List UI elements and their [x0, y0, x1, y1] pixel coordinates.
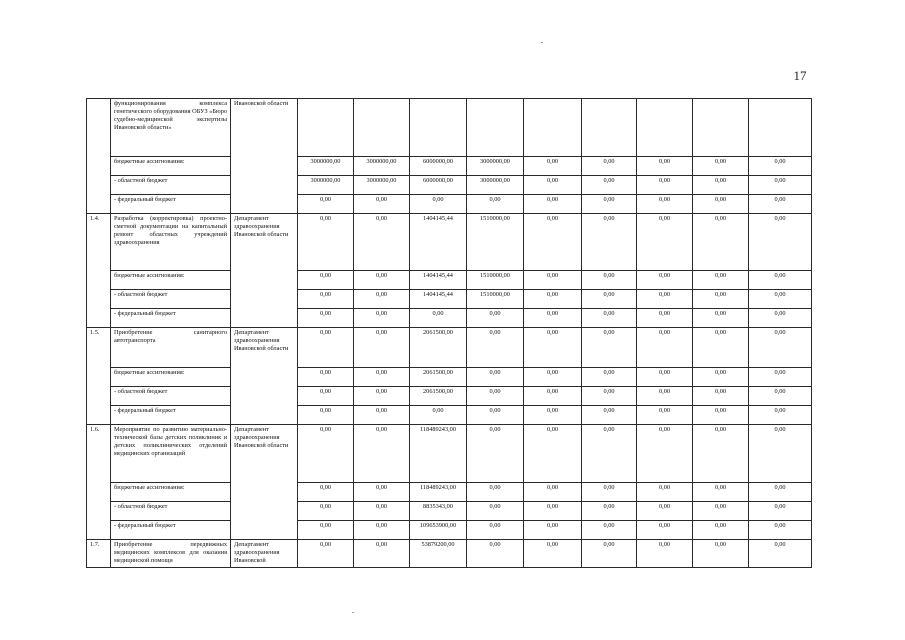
value-cell: 0,00 — [693, 290, 749, 309]
row-number: 1.6. — [87, 425, 111, 540]
funding-label: - федеральный бюджет — [111, 406, 231, 425]
value-cell: 0,00 — [298, 425, 354, 483]
value-cell: 0,00 — [693, 368, 749, 387]
value-cell: 0,00 — [298, 290, 354, 309]
value-cell — [693, 99, 749, 157]
executor-cell: Департамент здравоохранения Ивановской области — [231, 328, 298, 425]
table-subrow — [87, 483, 812, 502]
value-cell: 1510000,00 — [467, 271, 524, 290]
value-cell: 0,00 — [524, 195, 582, 214]
funding-label: - областной бюджет — [111, 502, 231, 521]
scan-speck — [541, 42, 543, 43]
value-cell: 0,00 — [637, 425, 693, 483]
value-cell: 0,00 — [637, 387, 693, 406]
value-cell: 0,00 — [582, 290, 637, 309]
value-cell: 0,00 — [298, 483, 354, 502]
value-cell: 0,00 — [524, 387, 582, 406]
value-cell: 0,00 — [467, 425, 524, 483]
table-subrow — [87, 157, 812, 176]
value-cell: 0,00 — [354, 214, 410, 271]
value-cell: 6000000,00 — [410, 157, 467, 176]
value-cell: 0,00 — [693, 502, 749, 521]
value-cell: 0,00 — [467, 387, 524, 406]
table-subrow — [87, 195, 812, 214]
value-cell: 3000000,00 — [298, 157, 354, 176]
value-cell: 0,00 — [524, 502, 582, 521]
value-cell: 0,00 — [582, 483, 637, 502]
value-cell: 0,00 — [582, 368, 637, 387]
value-cell: 0,00 — [637, 368, 693, 387]
table-row — [87, 328, 812, 368]
value-cell: 0,00 — [298, 214, 354, 271]
value-cell: 0,00 — [467, 309, 524, 328]
value-cell: 0,00 — [354, 309, 410, 328]
value-cell: 0,00 — [467, 540, 524, 568]
value-cell: 0,00 — [354, 271, 410, 290]
value-cell: 0,00 — [582, 387, 637, 406]
value-cell: 0,00 — [524, 406, 582, 425]
row-number: 1.4. — [87, 214, 111, 328]
executor-cell: Департамент здравоохранения Ивановской области — [231, 425, 298, 540]
value-cell: 0,00 — [582, 271, 637, 290]
value-cell: 0,00 — [693, 483, 749, 502]
measure-name: Разработка (корректировка) проектно-сметной документации на капитальный ремонт областных учреждений здравоохранения — [111, 214, 231, 271]
scan-speck — [352, 612, 354, 613]
value-cell: 0,00 — [582, 521, 637, 540]
value-cell: 0,00 — [467, 406, 524, 425]
value-cell: 0,00 — [582, 502, 637, 521]
value-cell: 3000000,00 — [467, 157, 524, 176]
value-cell: 0,00 — [298, 271, 354, 290]
value-cell: 0,00 — [354, 502, 410, 521]
value-cell: 118489243,00 — [410, 483, 467, 502]
value-cell: 0,00 — [693, 214, 749, 271]
value-cell: 0,00 — [524, 328, 582, 368]
funding-label: - федеральный бюджет — [111, 309, 231, 328]
value-cell: 0,00 — [410, 406, 467, 425]
value-cell — [467, 99, 524, 157]
value-cell: 0,00 — [467, 195, 524, 214]
value-cell: 1404145,44 — [410, 290, 467, 309]
value-cell: 0,00 — [298, 368, 354, 387]
table-subrow — [87, 521, 812, 540]
value-cell: 0,00 — [354, 406, 410, 425]
value-cell: 0,00 — [354, 195, 410, 214]
value-cell: 0,00 — [693, 157, 749, 176]
value-cell: 0,00 — [467, 328, 524, 368]
value-cell: 0,00 — [582, 195, 637, 214]
value-cell: 0,00 — [354, 425, 410, 483]
value-cell: 0,00 — [693, 176, 749, 195]
value-cell: 3000000,00 — [354, 157, 410, 176]
funding-label: - областной бюджет — [111, 176, 231, 195]
funding-label: бюджетные ассигнования: — [111, 157, 231, 176]
table-row — [87, 214, 812, 271]
value-cell: 2061500,00 — [410, 387, 467, 406]
row-number — [87, 99, 111, 214]
value-cell: 0,00 — [637, 195, 693, 214]
funding-label: бюджетные ассигнования: — [111, 271, 231, 290]
value-cell: 0,00 — [693, 540, 749, 568]
value-cell: 0,00 — [637, 328, 693, 368]
row-number: 1.5. — [87, 328, 111, 425]
value-cell — [749, 99, 812, 157]
value-cell: 0,00 — [582, 214, 637, 271]
page-number: 17 — [793, 68, 807, 83]
value-cell: 0,00 — [693, 195, 749, 214]
value-cell: 0,00 — [693, 425, 749, 483]
value-cell: 0,00 — [354, 483, 410, 502]
value-cell: 0,00 — [749, 328, 812, 368]
value-cell: 0,00 — [749, 521, 812, 540]
value-cell: 0,00 — [582, 157, 637, 176]
value-cell: 0,00 — [582, 406, 637, 425]
value-cell: 0,00 — [749, 368, 812, 387]
executor-cell: Департамент здравоохранения Ивановской области — [231, 214, 298, 328]
value-cell: 0,00 — [524, 157, 582, 176]
value-cell: 0,00 — [749, 195, 812, 214]
value-cell: 0,00 — [637, 271, 693, 290]
value-cell: 0,00 — [298, 309, 354, 328]
value-cell: 0,00 — [582, 425, 637, 483]
value-cell: 0,00 — [467, 521, 524, 540]
value-cell: 0,00 — [749, 309, 812, 328]
value-cell: 0,00 — [298, 540, 354, 568]
table-subrow — [87, 176, 812, 195]
value-cell: 0,00 — [749, 271, 812, 290]
funding-label: - федеральный бюджет — [111, 195, 231, 214]
table-subrow — [87, 309, 812, 328]
value-cell: 0,00 — [749, 157, 812, 176]
value-cell: 0,00 — [693, 328, 749, 368]
measure-name: Приобретение передвижных медицинских комплексов для оказания медицинской помощи — [111, 540, 231, 568]
value-cell: 0,00 — [637, 502, 693, 521]
measure-name: Приобретение санитарного автотранспорта — [111, 328, 231, 368]
funding-label: бюджетные ассигнования: — [111, 368, 231, 387]
value-cell: 0,00 — [524, 368, 582, 387]
value-cell: 6000000,00 — [410, 176, 467, 195]
table-body — [87, 99, 812, 568]
value-cell: 0,00 — [354, 540, 410, 568]
value-cell: 0,00 — [637, 157, 693, 176]
value-cell: 0,00 — [354, 387, 410, 406]
table-subrow — [87, 368, 812, 387]
funding-label: - федеральный бюджет — [111, 521, 231, 540]
table-subrow — [87, 271, 812, 290]
value-cell: 0,00 — [410, 195, 467, 214]
executor-cell: Департамент здравоохранения Ивановской — [231, 540, 298, 568]
executor-cell: Ивановской области — [231, 99, 298, 214]
table-subrow — [87, 290, 812, 309]
value-cell: 0,00 — [524, 271, 582, 290]
value-cell: 0,00 — [524, 214, 582, 271]
value-cell: 1510000,00 — [467, 214, 524, 271]
value-cell: 0,00 — [749, 425, 812, 483]
value-cell: 0,00 — [354, 368, 410, 387]
value-cell: 0,00 — [749, 290, 812, 309]
measure-name: функционирования комплекса генетического оборудования ОБУЗ «Бюро судебно-медицинской экспертизы Ивановской области» — [111, 99, 231, 157]
value-cell: 3000000,00 — [298, 176, 354, 195]
value-cell: 0,00 — [524, 483, 582, 502]
funding-label: бюджетные ассигнования: — [111, 483, 231, 502]
value-cell: 1510000,00 — [467, 290, 524, 309]
value-cell: 0,00 — [693, 406, 749, 425]
value-cell: 109653900,00 — [410, 521, 467, 540]
value-cell: 0,00 — [637, 540, 693, 568]
value-cell: 53879200,00 — [410, 540, 467, 568]
value-cell: 0,00 — [637, 290, 693, 309]
value-cell: 0,00 — [298, 387, 354, 406]
value-cell: 0,00 — [298, 521, 354, 540]
value-cell: 0,00 — [693, 521, 749, 540]
value-cell: 118489243,00 — [410, 425, 467, 483]
value-cell: 0,00 — [524, 309, 582, 328]
measure-name: Мероприятие по развитию материально-технической базы детских поликлиник и детских поликлинических отделений медицинских организаций — [111, 425, 231, 483]
value-cell — [637, 99, 693, 157]
value-cell: 0,00 — [749, 406, 812, 425]
value-cell: 0,00 — [637, 214, 693, 271]
table-row — [87, 99, 812, 157]
value-cell: 0,00 — [749, 214, 812, 271]
value-cell: 0,00 — [637, 309, 693, 328]
table-subrow — [87, 387, 812, 406]
value-cell: 0,00 — [637, 521, 693, 540]
value-cell: 2061500,00 — [410, 368, 467, 387]
value-cell: 0,00 — [693, 271, 749, 290]
value-cell: 0,00 — [693, 309, 749, 328]
value-cell: 0,00 — [637, 176, 693, 195]
value-cell: 0,00 — [749, 176, 812, 195]
value-cell: 0,00 — [582, 309, 637, 328]
funding-label: - областной бюджет — [111, 387, 231, 406]
table-subrow — [87, 502, 812, 521]
value-cell: 0,00 — [524, 521, 582, 540]
value-cell: 0,00 — [410, 309, 467, 328]
budget-table — [86, 98, 812, 568]
value-cell — [582, 99, 637, 157]
value-cell: 0,00 — [524, 290, 582, 309]
value-cell: 0,00 — [582, 328, 637, 368]
value-cell: 0,00 — [749, 387, 812, 406]
value-cell: 0,00 — [298, 406, 354, 425]
value-cell: 0,00 — [693, 387, 749, 406]
value-cell: 0,00 — [637, 483, 693, 502]
value-cell: 2061500,00 — [410, 328, 467, 368]
table-subrow — [87, 406, 812, 425]
value-cell: 0,00 — [354, 521, 410, 540]
value-cell: 8835343,00 — [410, 502, 467, 521]
value-cell: 0,00 — [749, 483, 812, 502]
value-cell: 0,00 — [298, 502, 354, 521]
value-cell: 0,00 — [298, 328, 354, 368]
value-cell — [298, 99, 354, 157]
value-cell: 0,00 — [354, 290, 410, 309]
value-cell: 3000000,00 — [467, 176, 524, 195]
row-number: 1.7. — [87, 540, 111, 568]
value-cell — [354, 99, 410, 157]
table-row — [87, 540, 812, 568]
funding-label: - областной бюджет — [111, 290, 231, 309]
value-cell: 0,00 — [467, 483, 524, 502]
value-cell: 0,00 — [467, 368, 524, 387]
value-cell: 0,00 — [524, 425, 582, 483]
value-cell: 1404145,44 — [410, 271, 467, 290]
value-cell — [410, 99, 467, 157]
value-cell: 0,00 — [524, 540, 582, 568]
value-cell: 0,00 — [637, 406, 693, 425]
value-cell: 0,00 — [298, 195, 354, 214]
value-cell: 1404145,44 — [410, 214, 467, 271]
value-cell: 0,00 — [749, 540, 812, 568]
value-cell: 0,00 — [467, 502, 524, 521]
value-cell: 0,00 — [582, 176, 637, 195]
table-row — [87, 425, 812, 483]
value-cell: 3000000,00 — [354, 176, 410, 195]
value-cell: 0,00 — [354, 328, 410, 368]
value-cell: 0,00 — [524, 176, 582, 195]
value-cell: 0,00 — [749, 502, 812, 521]
value-cell: 0,00 — [582, 540, 637, 568]
value-cell — [524, 99, 582, 157]
